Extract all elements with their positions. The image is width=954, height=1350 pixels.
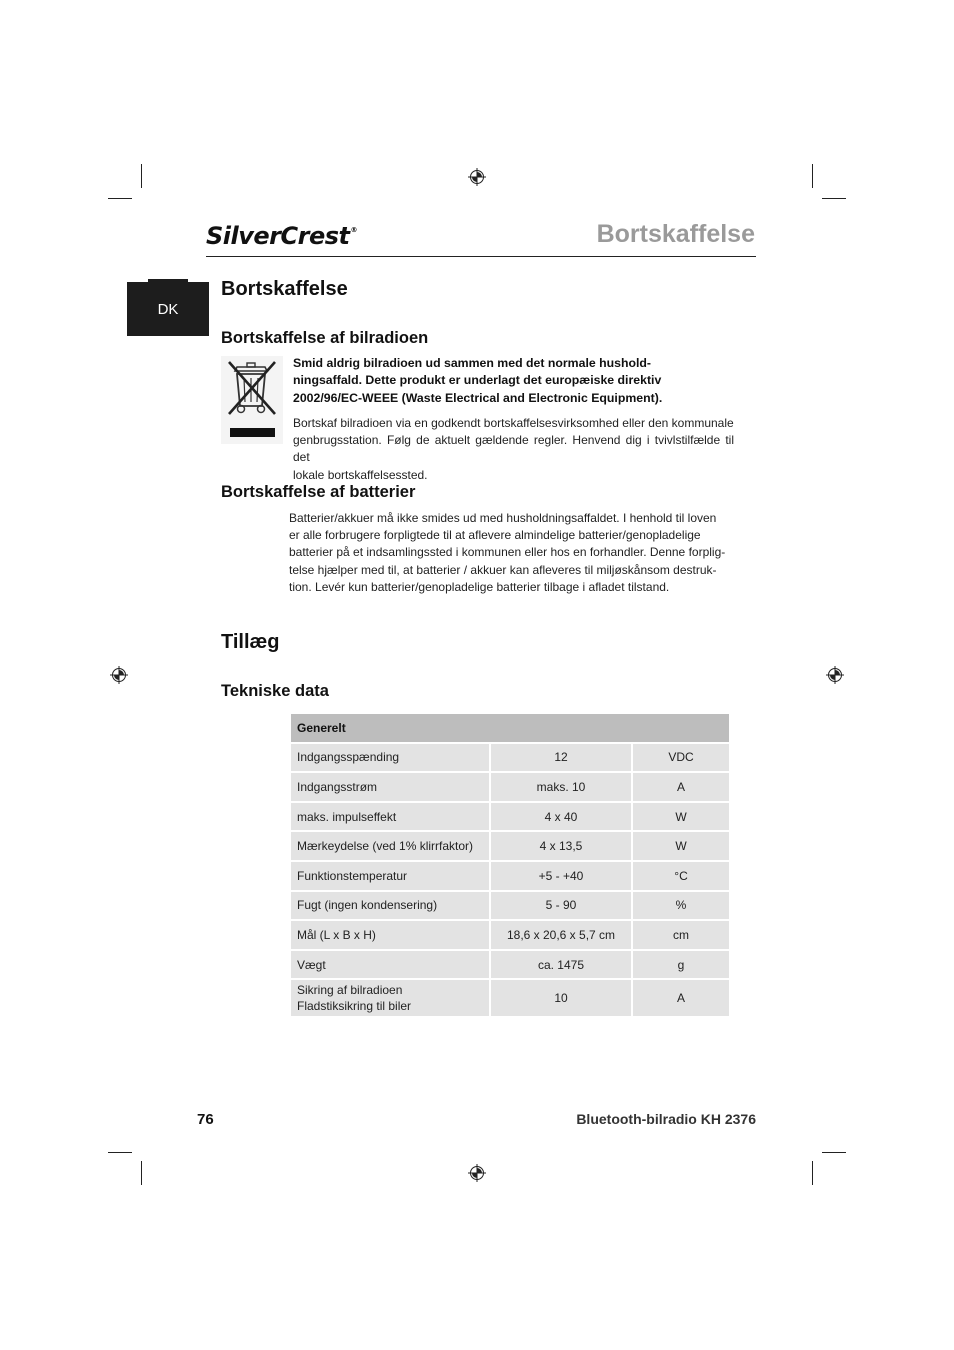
spec-value: 12 — [491, 744, 631, 772]
spec-label: Vægt — [291, 951, 489, 979]
spec-unit: W — [633, 832, 729, 860]
table-row — [291, 832, 729, 860]
spec-value: 5 - 90 — [491, 892, 631, 920]
brand-name: SilverCrest — [206, 222, 350, 250]
page-header-title: Bortskaffelse — [596, 220, 755, 248]
text-line: Batterier/akkuer må ikke smides ud med husholdningsaffaldet. I henhold til loven — [289, 511, 717, 525]
registered-mark: ® — [350, 226, 357, 234]
batteries-text — [289, 510, 734, 596]
crop-mark — [822, 1152, 846, 1153]
crop-mark — [812, 1161, 813, 1185]
crop-mark — [108, 1152, 132, 1153]
registration-mark-icon — [110, 666, 128, 684]
table-row — [291, 921, 729, 949]
table-row — [291, 892, 729, 920]
table-row — [291, 862, 729, 890]
subheading-tech-data: Tekniske data — [221, 682, 329, 700]
table-row — [291, 951, 729, 979]
text-line: ningsaffald. Dette produkt er underlagt det europæiske direktiv — [293, 373, 662, 388]
crop-mark — [141, 164, 142, 188]
footer-model-name: Bluetooth-bilradio KH 2376 — [576, 1111, 756, 1127]
spec-label-line: Sikring af bilradioen — [297, 983, 403, 998]
spec-label: Indgangsspænding — [291, 744, 489, 772]
spec-unit: VDC — [633, 744, 729, 772]
tech-data-table — [289, 712, 731, 1018]
car-radio-warning — [293, 355, 734, 407]
text-line: genbrugsstation. Følg de aktuelt gældende regler. Henvend dig i tvivlstilfælde til det — [293, 433, 734, 465]
header-divider — [206, 256, 756, 257]
spec-label-line: Fladstiksikring til biler — [297, 999, 412, 1014]
registration-mark-icon — [826, 666, 844, 684]
spec-label: maks. impulseffekt — [291, 803, 489, 831]
spec-unit: % — [633, 892, 729, 920]
spec-value: +5 - +40 — [491, 862, 631, 890]
spec-value: 4 x 13,5 — [491, 832, 631, 860]
spec-value: ca. 1475 — [491, 951, 631, 979]
page-number: 76 — [197, 1111, 214, 1128]
table-row — [291, 773, 729, 801]
spec-unit: °C — [633, 862, 729, 890]
text-line: Bortskaf bilradioen via en godkendt bortskaffelsesvirksomhed eller den kommunale — [293, 416, 734, 430]
section-heading-disposal: Bortskaffelse — [221, 278, 348, 300]
spec-label: Indgangsstrøm — [291, 773, 489, 801]
table-header-row — [291, 714, 729, 742]
spec-unit: g — [633, 951, 729, 979]
subheading-car-radio: Bortskaffelse af bilradioen — [221, 329, 429, 347]
table-row — [291, 980, 729, 1016]
spec-label: Mål (L x B x H) — [291, 921, 489, 949]
text-line: er alle forbrugere forpligtede til at aflevere almindelige batterier/genopladelige — [289, 528, 701, 543]
text-line: batterier på et indsamlingssted i kommunen eller hos en forhandler. Denne forplig- — [289, 545, 726, 560]
table-header: Generelt — [291, 714, 729, 742]
spec-label: Funktionstemperatur — [291, 862, 489, 890]
registration-mark-icon — [468, 1164, 486, 1182]
text-line: telse hjælper med til, at batterier / akkuer kan afleveres til miljøskånsom destruk- — [289, 562, 717, 577]
brand-logo — [206, 222, 356, 250]
spec-value: 10 — [491, 980, 631, 1016]
spec-unit: A — [633, 980, 729, 1016]
table-row — [291, 744, 729, 772]
spec-label: Fugt (ingen kondensering) — [291, 892, 489, 920]
spec-value: 18,6 x 20,6 x 5,7 cm — [491, 921, 631, 949]
spec-unit: A — [633, 773, 729, 801]
crop-mark — [812, 164, 813, 188]
language-tab: DK — [127, 282, 209, 336]
text-line: 2002/96/EC-WEEE (Waste Electrical and Electronic Equipment). — [293, 390, 663, 405]
text-line: Smid aldrig bilradioen ud sammen med det normale hushold- — [293, 356, 652, 370]
crop-mark — [822, 198, 846, 199]
spec-unit: W — [633, 803, 729, 831]
subheading-batteries: Bortskaffelse af batterier — [221, 483, 416, 501]
spec-label: Mærkeydelse (ved 1% klirrfaktor) — [291, 832, 489, 860]
spec-label — [291, 980, 489, 1016]
text-line: tion. Levér kun batterier/genopladelige batterier tilbage i afladet tilstand. — [289, 579, 670, 594]
text-line: lokale bortskaffelsessted. — [293, 467, 428, 482]
crossed-out-wheelie-bin-icon — [221, 356, 283, 444]
table-row — [291, 803, 729, 831]
spec-unit: cm — [633, 921, 729, 949]
car-radio-instructions — [293, 415, 734, 484]
spec-value: 4 x 40 — [491, 803, 631, 831]
registration-mark-icon — [468, 168, 486, 186]
crop-mark — [141, 1161, 142, 1185]
crop-mark — [108, 198, 132, 199]
section-heading-appendix: Tillæg — [221, 631, 280, 653]
spec-value: maks. 10 — [491, 773, 631, 801]
